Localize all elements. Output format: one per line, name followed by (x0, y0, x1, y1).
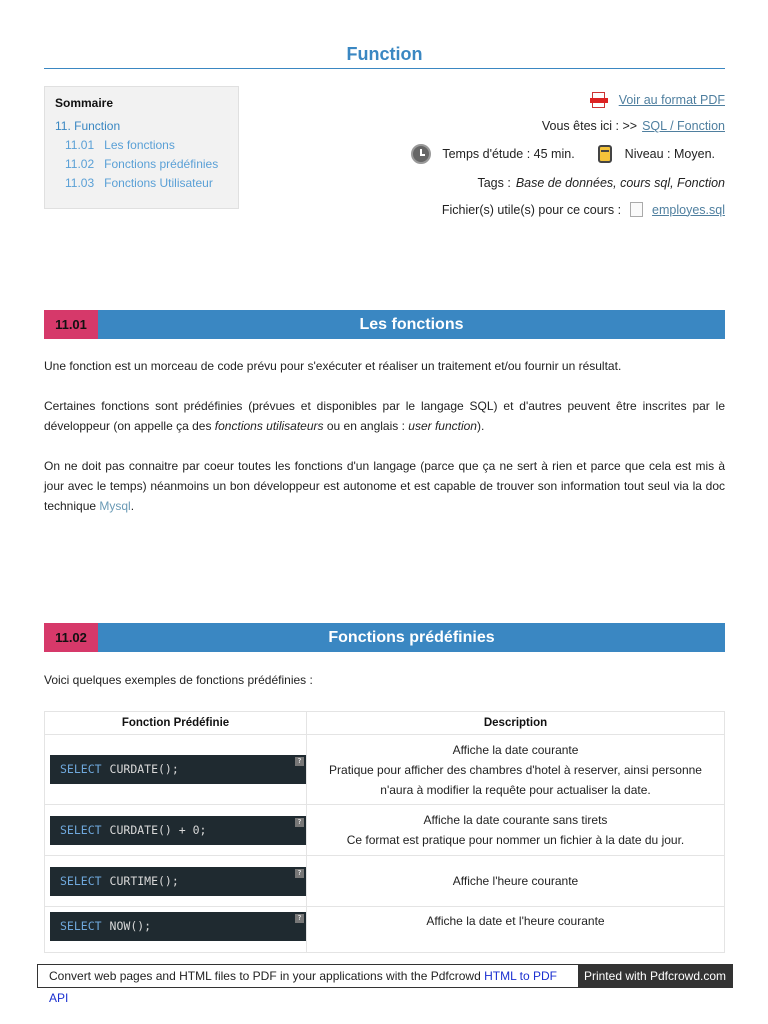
table-row (45, 735, 725, 805)
footer-promo: Convert web pages and HTML files to PDF in your applications with the Pdfcrowd HTML to PDF API (38, 965, 578, 987)
help-icon[interactable]: ? (295, 818, 304, 827)
table-row (45, 805, 725, 856)
paragraph-predefined: Certaines fonctions sont prédéfinies (prévues et disponibles par le langage SQL) et d'autres peuvent être inscrites par le développeur (on appelle ça des fonctions utilisateurs ou en anglais : user function). (44, 399, 725, 433)
emphasis-fonctions-utilisateurs: fonctions utilisateurs (214, 419, 324, 433)
code-block[interactable] (50, 816, 306, 845)
breadcrumb-label: Vous êtes ici : >> (541, 119, 638, 133)
toc-item-fonctions-utilisateur[interactable] (55, 174, 228, 193)
html-to-pdf-api-link[interactable]: HTML to PDF API (49, 969, 557, 1005)
sql-code: NOW(); (109, 919, 152, 933)
help-icon[interactable]: ? (295, 914, 304, 923)
footer-printed-with[interactable]: Printed with Pdfcrowd.com (578, 965, 732, 987)
breadcrumb-link[interactable]: SQL / Fonction (642, 119, 725, 133)
study-time: Temps d'étude : 45 min. (442, 147, 575, 161)
toc-item-number: 11.03 (65, 176, 95, 190)
description-detail: Ce format est pratique pour nommer un fichier à la date du jour. (346, 833, 685, 847)
toc-item-fonctions-predefinies[interactable] (55, 155, 228, 174)
title-divider (44, 68, 725, 69)
code-cell (45, 805, 307, 856)
section-title: Fonctions prédéfinies (328, 629, 495, 646)
files-row (442, 202, 725, 217)
description-title: Affiche la date courante (452, 742, 579, 757)
toc-item-les-fonctions[interactable] (55, 136, 228, 155)
sql-keyword: SELECT (60, 822, 102, 837)
file-icon (630, 202, 643, 217)
section-number: 11.01 (44, 310, 98, 339)
code-block[interactable] (50, 867, 306, 896)
table-row (45, 856, 725, 907)
sql-keyword: SELECT (60, 919, 102, 933)
sql-code: CURDATE(); (109, 762, 179, 776)
file-link[interactable]: employes.sql (652, 202, 725, 217)
paragraph-examples-intro: Voici quelques exemples de fonctions prédéfinies : (44, 673, 313, 687)
description-cell (307, 805, 725, 856)
pdf-icon[interactable] (590, 92, 608, 108)
code-cell (45, 856, 307, 907)
help-icon[interactable]: ? (295, 869, 304, 878)
toc-chapter-link[interactable]: 11. Function (55, 119, 121, 133)
section-title: Les fonctions (359, 316, 464, 333)
toc-item-number: 11.01 (65, 138, 95, 152)
sql-code: CURTIME(); (109, 873, 179, 888)
study-info-row (411, 144, 715, 164)
functions-table (44, 711, 725, 953)
pdf-link[interactable]: Voir au format PDF (618, 93, 725, 107)
paragraph-documentation: On ne doit pas connaitre par coeur toutes les fonctions d'un langage (parce que ça ne sert à rien et parce que cela est mis à jour avec le temps) néanmoins un bon développeur est autonome et est capable de trouver son information tout seul via la doc technique Mysql. (44, 459, 725, 513)
mysql-doc-link[interactable]: Mysql (99, 499, 131, 513)
toc-item-number: 11.02 (65, 157, 95, 171)
pdf-row (590, 92, 725, 108)
sql-code: CURDATE() + 0; (109, 822, 207, 837)
section-header-11-01 (44, 310, 725, 339)
help-icon[interactable]: ? (295, 757, 304, 766)
tags-label: Tags : (477, 176, 511, 190)
toc-item-label: Fonctions prédéfinies (104, 157, 219, 171)
clock-icon (411, 144, 431, 164)
toc-title: Sommaire (55, 96, 114, 110)
description-cell (307, 735, 725, 805)
tags-row (477, 176, 725, 190)
section-header-11-02 (44, 623, 725, 652)
description-title: Affiche la date courante sans tirets (423, 813, 608, 827)
description-title: Affiche la date et l'heure courante (426, 914, 605, 928)
sql-keyword: SELECT (60, 762, 102, 776)
pdfcrowd-footer (37, 964, 733, 1005)
breadcrumb (542, 119, 725, 133)
code-block[interactable] (50, 755, 306, 784)
code-cell (45, 907, 307, 953)
level: Niveau : Moyen. (624, 147, 715, 161)
emphasis-user-function: user function (408, 419, 477, 433)
code-block[interactable] (50, 912, 306, 941)
sql-keyword: SELECT (60, 873, 102, 888)
toc-item-label: Les fonctions (104, 138, 175, 152)
table-row (45, 907, 725, 953)
files-label: Fichier(s) utile(s) pour ce cours : (441, 202, 622, 217)
section-number: 11.02 (44, 623, 98, 652)
description-cell (307, 856, 725, 907)
column-header-function: Fonction Prédéfinie (45, 712, 307, 735)
table-header-row (45, 712, 725, 735)
code-cell (45, 735, 307, 805)
column-header-description: Description (307, 712, 725, 735)
description-detail: Pratique pour afficher des chambres d'hotel à reserver, ainsi personne n'aura à modifier la requête pour actualiser la date. (329, 762, 702, 797)
paragraph-definition: Une fonction est un morceau de code prévu pour s'exécuter et réaliser un traitement et/ou fournir un résultat. (44, 359, 622, 373)
description-cell (307, 907, 725, 953)
toc-item-label: Fonctions Utilisateur (104, 176, 213, 190)
table-of-contents (44, 86, 239, 209)
page-title: Function (346, 44, 423, 64)
tags-value: Base de données, cours sql, Fonction (515, 176, 725, 190)
level-icon (598, 145, 612, 163)
description-title: Affiche l'heure courante (452, 874, 579, 888)
